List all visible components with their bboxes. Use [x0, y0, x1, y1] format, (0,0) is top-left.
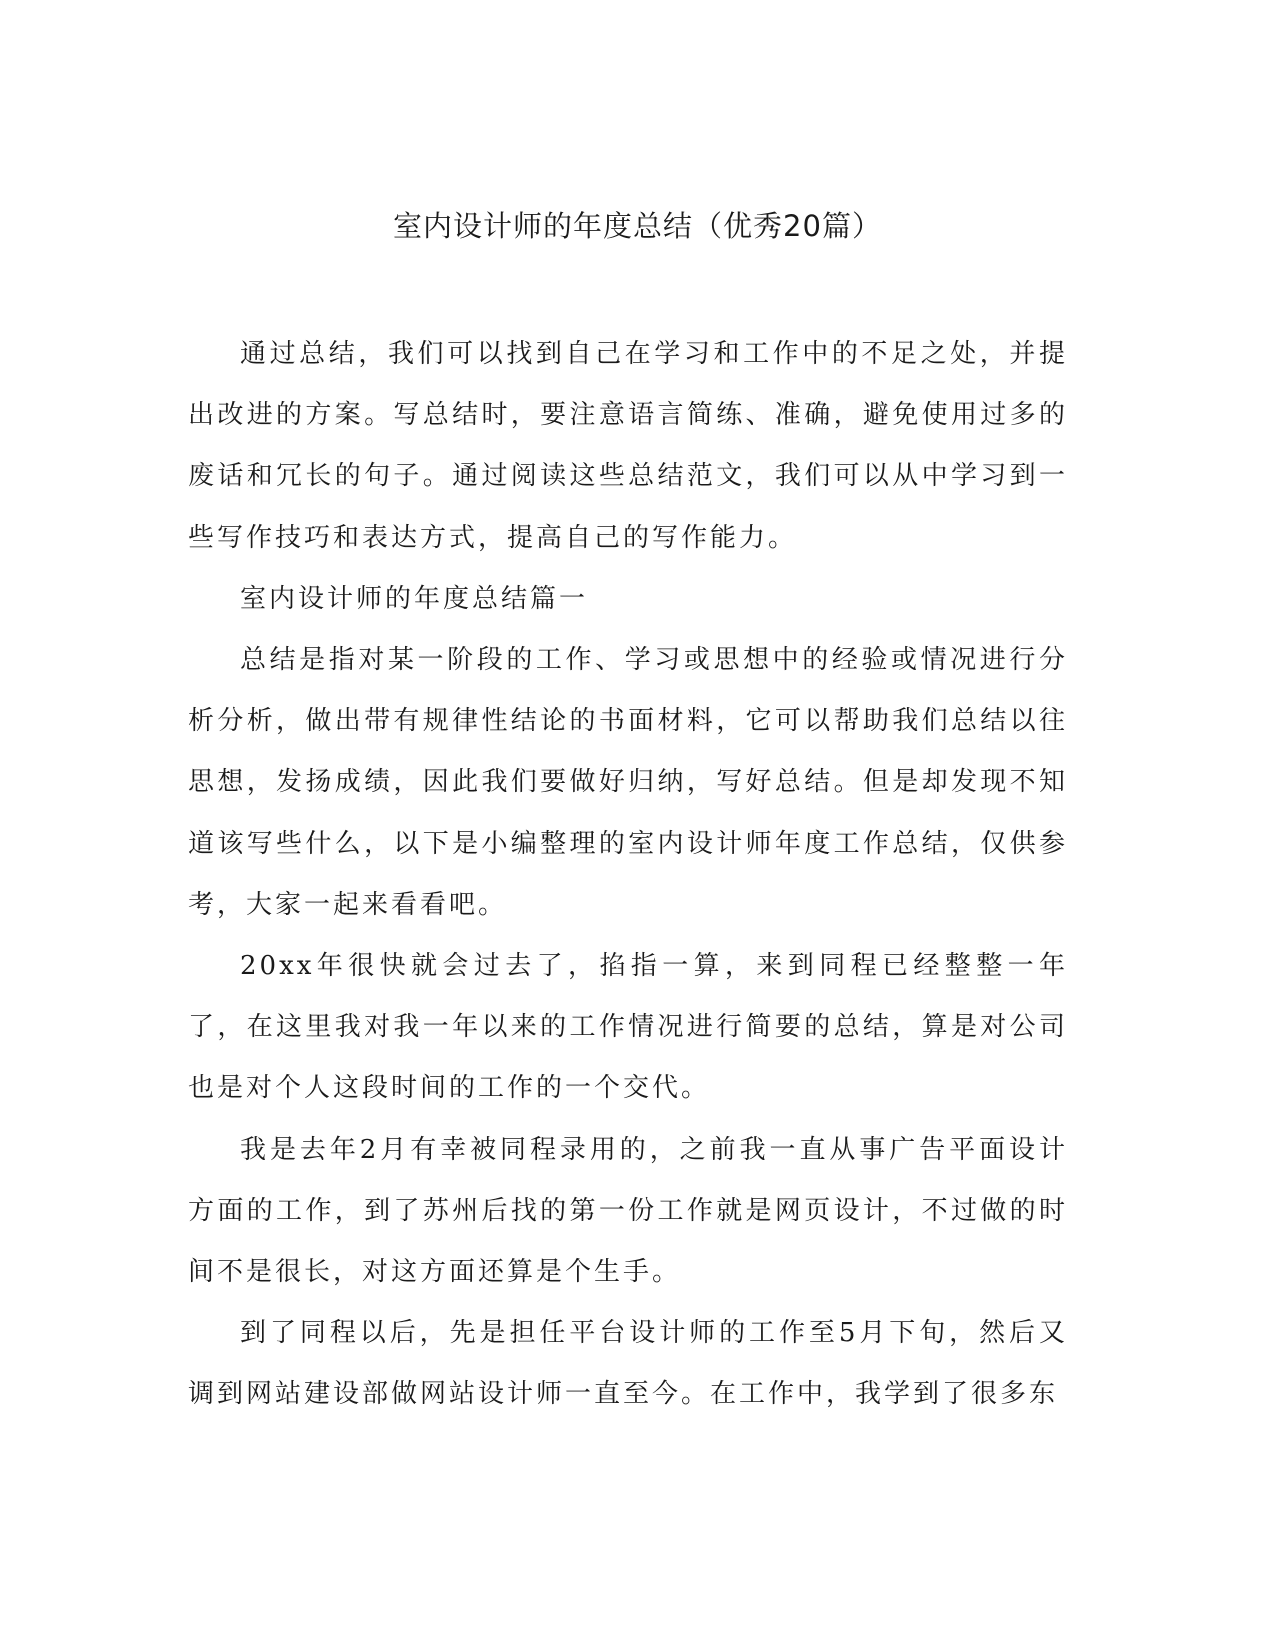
section-heading-part-one: 室内设计师的年度总结篇一 [240, 583, 589, 614]
paragraph-intro: 通过总结，我们可以找到自己在学习和工作中的不足之处，并提出改进的方案。写总结时，要注意语言简练、准确，避免使用过多的废话和冗长的句子。通过阅读这些总结范文，我们可以从中学习到一些写作技巧和表达方式，提高自己的写作能力。 [188, 339, 1068, 553]
paragraph-role-history: 到了同程以后，先是担任平台设计师的工作至5月下旬，然后又调到网站建设部做网站设计师一直至今。在工作中，我学到了很多东 [188, 1318, 1068, 1410]
paragraph-year-review: 20xx年很快就会过去了，掐指一算，来到同程已经整整一年了，在这里我对我一年以来的工作情况进行简要的总结，算是对公司也是对个人这段时间的工作的一个交代。 [188, 951, 1068, 1104]
document-body [188, 324, 1068, 1426]
paragraph-hiring-background: 我是去年2月有幸被同程录用的，之前我一直从事广告平面设计方面的工作，到了苏州后找的第一份工作就是网页设计，不过做的时间不是很长，对这方面还算是个生手。 [188, 1134, 1068, 1288]
document-title: 室内设计师的年度总结（优秀20篇） [393, 209, 882, 243]
paragraph-summary-definition: 总结是指对某一阶段的工作、学习或思想中的经验或情况进行分析分析，做出带有规律性结论的书面材料，它可以帮助我们总结以往思想，发扬成绩，因此我们要做好归纳，写好总结。但是却发现不知道该写些什么，以下是小编整理的室内设计师年度工作总结，仅供参考，大家一起来看看吧。 [188, 645, 1068, 920]
